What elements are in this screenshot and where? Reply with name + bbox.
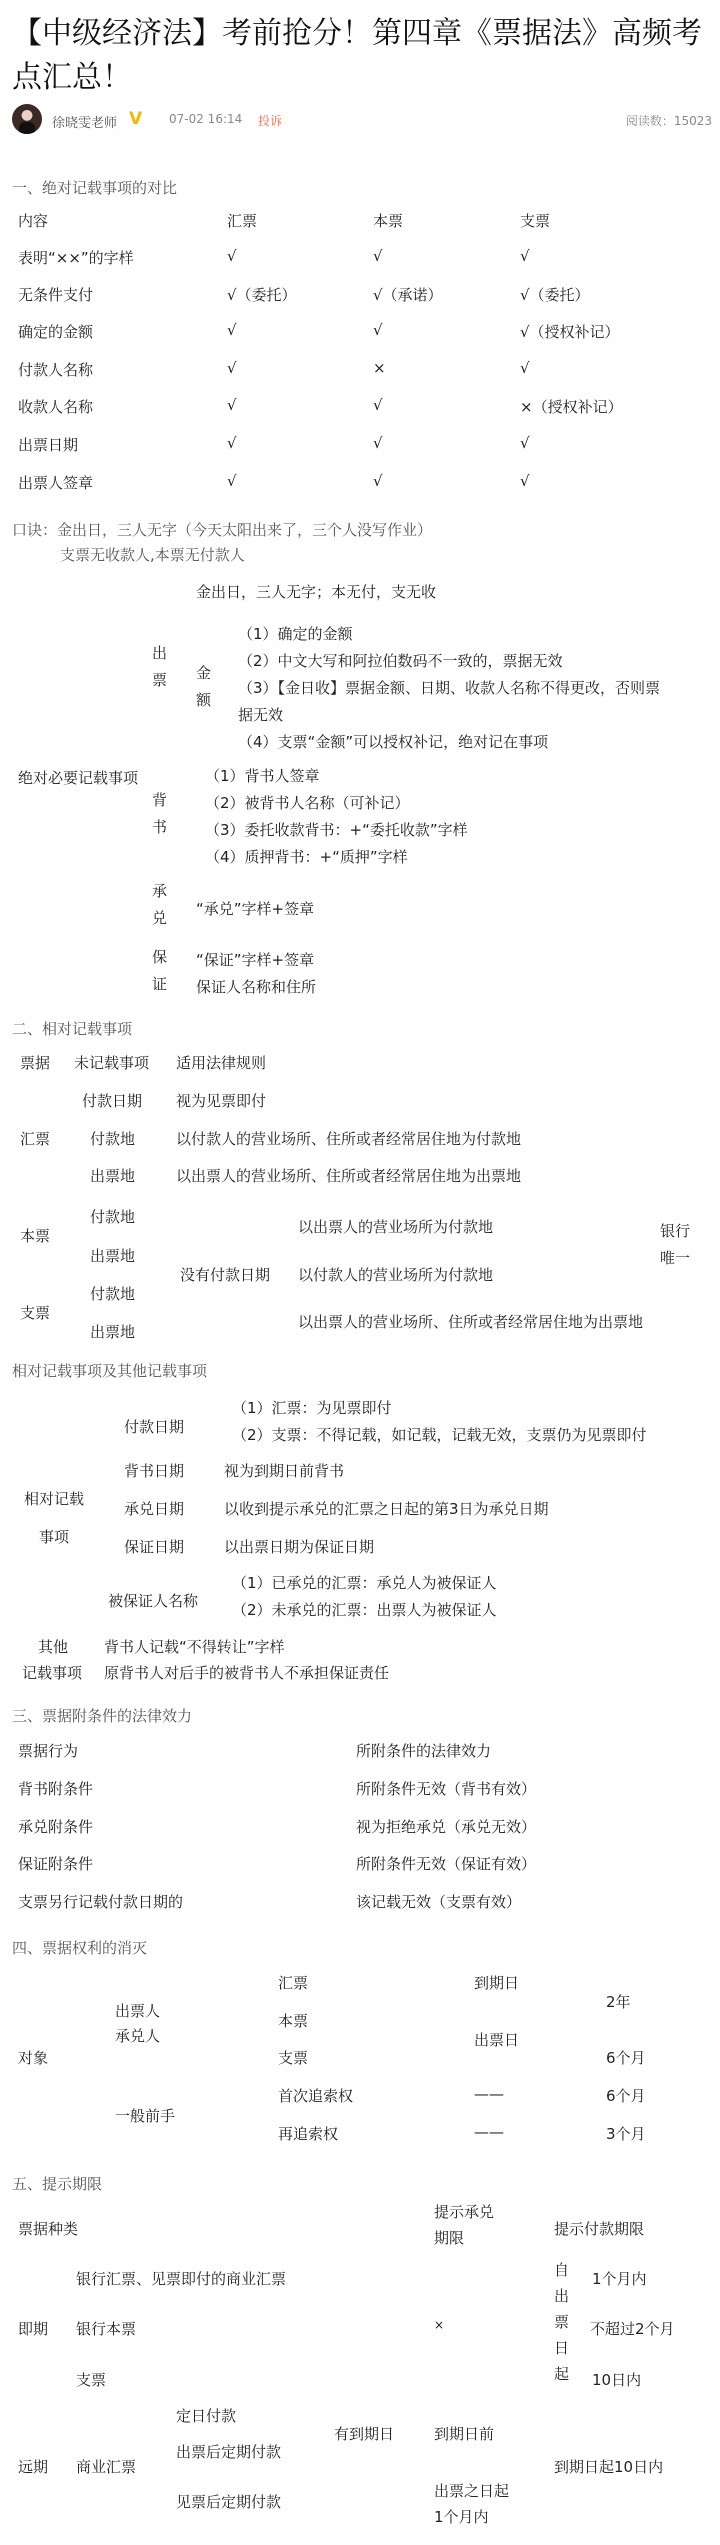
- table-cell: √: [520, 472, 530, 490]
- item-label: 被保证人名称: [108, 1592, 199, 1610]
- table-cell: √: [227, 321, 237, 339]
- table-cell: √: [373, 434, 383, 452]
- table-cell: ——: [474, 2123, 504, 2141]
- table-cell: 出票地: [90, 1247, 136, 1265]
- rule-text: 以出票日期为保证日期: [224, 1538, 375, 1556]
- table-header: 本票: [373, 212, 404, 230]
- table-cell: 自出票日起: [554, 2261, 570, 2383]
- table-cell: 出票人: [115, 2002, 161, 2020]
- table-cell: √（委托）: [520, 286, 590, 304]
- table-cell: √: [373, 321, 383, 339]
- table-cell: 本票: [278, 2012, 309, 2030]
- beishu-label: 背书: [152, 791, 168, 836]
- table-header: 票据行为: [18, 1742, 79, 1760]
- report-link[interactable]: 投诉: [258, 114, 283, 128]
- group-label: 相对记载事项: [23, 1490, 84, 1546]
- section-heading-5: 五、提示期限: [12, 2175, 103, 2193]
- chupiao-label: 出票: [152, 644, 168, 689]
- table-cell: √: [227, 359, 237, 377]
- table-cell: 该记载无效（支票有效）: [356, 1893, 522, 1911]
- bank-only-note: 银行唯一: [660, 1222, 691, 1267]
- table-cell: 支票: [76, 2371, 107, 2389]
- table-cell: 以出票人的营业场所、住所或者经常居住地为出票地: [298, 1313, 644, 1331]
- table-cell: 确定的金额: [18, 323, 94, 341]
- table-cell: ×（授权补记）: [520, 398, 623, 416]
- table-cell: 付款地: [90, 1130, 136, 1148]
- item-label: 保证日期: [124, 1538, 185, 1556]
- table-cell: 所附条件无效（背书有效）: [356, 1780, 537, 1798]
- table-cell: 见票后定期付款: [176, 2493, 282, 2511]
- table-header: 所附条件的法律效力: [356, 1742, 492, 1760]
- table-cell: √（承诺）: [373, 286, 443, 304]
- table-cell: 付款地: [90, 1285, 136, 1303]
- chengdui-label: 承兑: [152, 882, 168, 927]
- table-header: 票据: [20, 1054, 51, 1072]
- table-cell: 到期日前: [434, 2425, 495, 2443]
- section-heading-2: 二、相对记载事项: [12, 1020, 133, 1038]
- item-label: 背书日期: [124, 1462, 185, 1480]
- table-cell: 远期: [18, 2458, 49, 2476]
- table-cell: 所附条件无效（保证有效）: [356, 1855, 537, 1873]
- table-cell: 视为拒绝承兑（承兑无效）: [356, 1818, 537, 1836]
- beishu-item: （1）背书人签章: [205, 767, 320, 785]
- author-name[interactable]: 徐晓雯老师: [52, 116, 118, 131]
- table-cell: ×: [434, 2318, 445, 2332]
- table-cell: 汇票: [278, 1974, 309, 1992]
- table-cell: 付款地: [90, 1208, 136, 1226]
- table-cell: 承兑人: [115, 2027, 161, 2045]
- table-cell: 以出票人的营业场所为付款地: [298, 1218, 494, 1236]
- table-cell: 出票后定期付款: [176, 2443, 282, 2461]
- table-cell: 出票人签章: [18, 474, 94, 492]
- table-header: 提示承兑期限: [434, 2203, 495, 2247]
- table-cell: 即期: [18, 2320, 49, 2338]
- article-meta: [12, 104, 712, 134]
- chengdui-text: “承兑”字样+签章: [196, 900, 315, 918]
- table-cell: 银行汇票、见票即付的商业汇票: [76, 2270, 287, 2288]
- rule-text: （2）未承兑的汇票：出票人为被保证人: [232, 1601, 497, 1619]
- table-cell: 出票地: [90, 1167, 136, 1185]
- rule-text: （2）支票：不得记载，如记载，记载无效，支票仍为见票即付: [232, 1426, 647, 1444]
- verified-icon: V: [129, 109, 143, 129]
- table-cell: √: [227, 396, 237, 414]
- table-cell: 视为见票即付: [176, 1092, 267, 1110]
- section-heading-3: 三、票据附条件的法律效力: [12, 1707, 193, 1725]
- table-cell: 银行本票: [76, 2320, 137, 2338]
- baozheng-item: 保证人名称和住所: [196, 978, 317, 996]
- table-cell: 以付款人的营业场所、住所或者经常居住地为付款地: [176, 1130, 522, 1148]
- table-cell: 首次追索权: [278, 2087, 354, 2105]
- table-cell: 3个月: [606, 2125, 646, 2143]
- mnemonic-line: 口诀：金出日，三人无字（今天太阳出来了，三个人没写作业）: [12, 521, 433, 539]
- table-cell: 汇票: [20, 1130, 51, 1148]
- table-cell: √: [227, 434, 237, 452]
- table-cell: √: [227, 247, 237, 265]
- rule-text: 以收到提示承兑的汇票之日起的第3日为承兑日期: [224, 1500, 549, 1518]
- mnemonic-line: 支票无收款人,本票无付款人: [60, 546, 245, 564]
- left-label: 绝对必要记载事项: [18, 769, 139, 787]
- table-cell: 出票日期: [18, 436, 79, 454]
- table-cell: 1个月内: [434, 2508, 489, 2526]
- article-title: 【中级经济法】考前抢分！第四章《票据法》高频考点汇总！: [12, 16, 702, 95]
- table-cell: 6个月: [606, 2087, 646, 2105]
- beishu-item: （2）被背书人名称（可补记）: [205, 794, 410, 812]
- table-cell: √（授权补记）: [520, 323, 620, 341]
- jine-item: （4）支票“金额”可以授权补记，绝对记在事项: [238, 733, 549, 751]
- beishu-item: （4）质押背书：+“质押”字样: [205, 848, 408, 866]
- rule-text: 背书人记载“不得转让”字样: [104, 1638, 285, 1656]
- section-heading-1: 一、绝对记载事项的对比: [12, 179, 178, 197]
- table-cell: √（委托）: [227, 286, 297, 304]
- table-header: 内容: [18, 212, 49, 230]
- table-cell: √: [373, 247, 383, 265]
- table-cell: √: [520, 359, 530, 377]
- item-label: 付款日期: [124, 1418, 185, 1436]
- section-heading-2b: 相对记载事项及其他记载事项: [12, 1362, 208, 1380]
- section-heading-4: 四、票据权利的消灭: [12, 1939, 148, 1957]
- table-cell: √: [520, 247, 530, 265]
- table-cell: ——: [474, 2085, 504, 2103]
- other-label: 记载事项: [22, 1664, 83, 1682]
- table-cell: ×: [373, 359, 386, 377]
- item-label: 承兑日期: [124, 1500, 185, 1518]
- rule-text: 视为到期日前背书: [224, 1462, 345, 1480]
- table-cell: 对象: [18, 2049, 49, 2067]
- table-cell: 2年: [606, 1993, 631, 2011]
- author-avatar[interactable]: [12, 104, 42, 134]
- rule-text: 原背书人对后手的被背书人不承担保证责任: [104, 1664, 390, 1682]
- table-cell: 无条件支付: [18, 286, 94, 304]
- table-header: 汇票: [227, 212, 258, 230]
- table-cell: 支票: [278, 2049, 309, 2067]
- table-header: 支票: [520, 212, 551, 230]
- table-cell: 出票地: [90, 1323, 136, 1341]
- table-header: 适用法律规则: [176, 1054, 267, 1072]
- table-cell: 付款日期: [82, 1092, 143, 1110]
- table-cell: 6个月: [606, 2049, 646, 2067]
- table-cell: √: [373, 396, 383, 414]
- table-cell: 出票日: [474, 2031, 520, 2049]
- jine-item: 据无效: [238, 706, 284, 724]
- table-cell: 一般前手: [115, 2107, 176, 2125]
- table-cell: 商业汇票: [76, 2458, 137, 2476]
- table-cell: 定日付款: [176, 2407, 237, 2425]
- table-cell: 支票: [20, 1304, 51, 1322]
- read-count: 阅读数：15023: [625, 114, 712, 128]
- beishu-item: （3）委托收款背书：+“委托收款”字样: [205, 821, 468, 839]
- table-cell: 没有付款日期: [180, 1266, 271, 1284]
- table-header: 提示付款期限: [554, 2220, 645, 2238]
- table-cell: 表明“××”的字样: [18, 249, 134, 267]
- table-cell: √: [373, 472, 383, 490]
- baozheng-label: 保证: [152, 948, 168, 993]
- jine-label: 金额: [196, 664, 212, 709]
- table-cell: 到期日: [474, 1974, 520, 1992]
- table-cell: 承兑附条件: [18, 1818, 94, 1836]
- table-header: 未记载事项: [74, 1054, 150, 1072]
- jine-item: （3）【金日收】票据金额、日期、收款人名称不得更改，否则票: [238, 679, 661, 697]
- table-cell: 以付款人的营业场所为付款地: [298, 1266, 494, 1284]
- table-cell: √: [520, 434, 530, 452]
- rule-text: （1）已承兑的汇票：承兑人为被保证人: [232, 1574, 497, 1592]
- table-cell: 背书附条件: [18, 1780, 94, 1798]
- table-cell: 保证附条件: [18, 1855, 94, 1873]
- table-cell: 1个月内: [592, 2270, 647, 2288]
- table-cell: 不超过2个月: [590, 2320, 675, 2338]
- table-cell: 10日内: [592, 2371, 642, 2389]
- table-cell: 本票: [20, 1227, 51, 1245]
- baozheng-item: “保证”字样+签章: [196, 951, 315, 969]
- other-label: 其他: [38, 1638, 69, 1656]
- table-cell: 出票之日起: [434, 2482, 510, 2500]
- summary-text: 金出日，三人无字；本无付，支无收: [196, 583, 437, 601]
- table-cell: 再追索权: [278, 2125, 339, 2143]
- jine-item: （1）确定的金额: [238, 625, 353, 643]
- publish-time: 07-02 16:14: [169, 112, 243, 126]
- table-cell: 有到期日: [334, 2425, 395, 2443]
- table-cell: 到期日起10日内: [554, 2458, 664, 2476]
- jine-item: （2）中文大写和阿拉伯数码不一致的，票据无效: [238, 652, 563, 670]
- table-cell: 支票另行记载付款日期的: [18, 1893, 184, 1911]
- table-cell: √: [227, 472, 237, 490]
- table-cell: 以出票人的营业场所、住所或者经常居住地为出票地: [176, 1167, 522, 1185]
- rule-text: （1）汇票：为见票即付: [232, 1399, 392, 1417]
- table-cell: 付款人名称: [18, 361, 94, 379]
- table-cell: 收款人名称: [18, 398, 94, 416]
- table-header: 票据种类: [18, 2220, 79, 2238]
